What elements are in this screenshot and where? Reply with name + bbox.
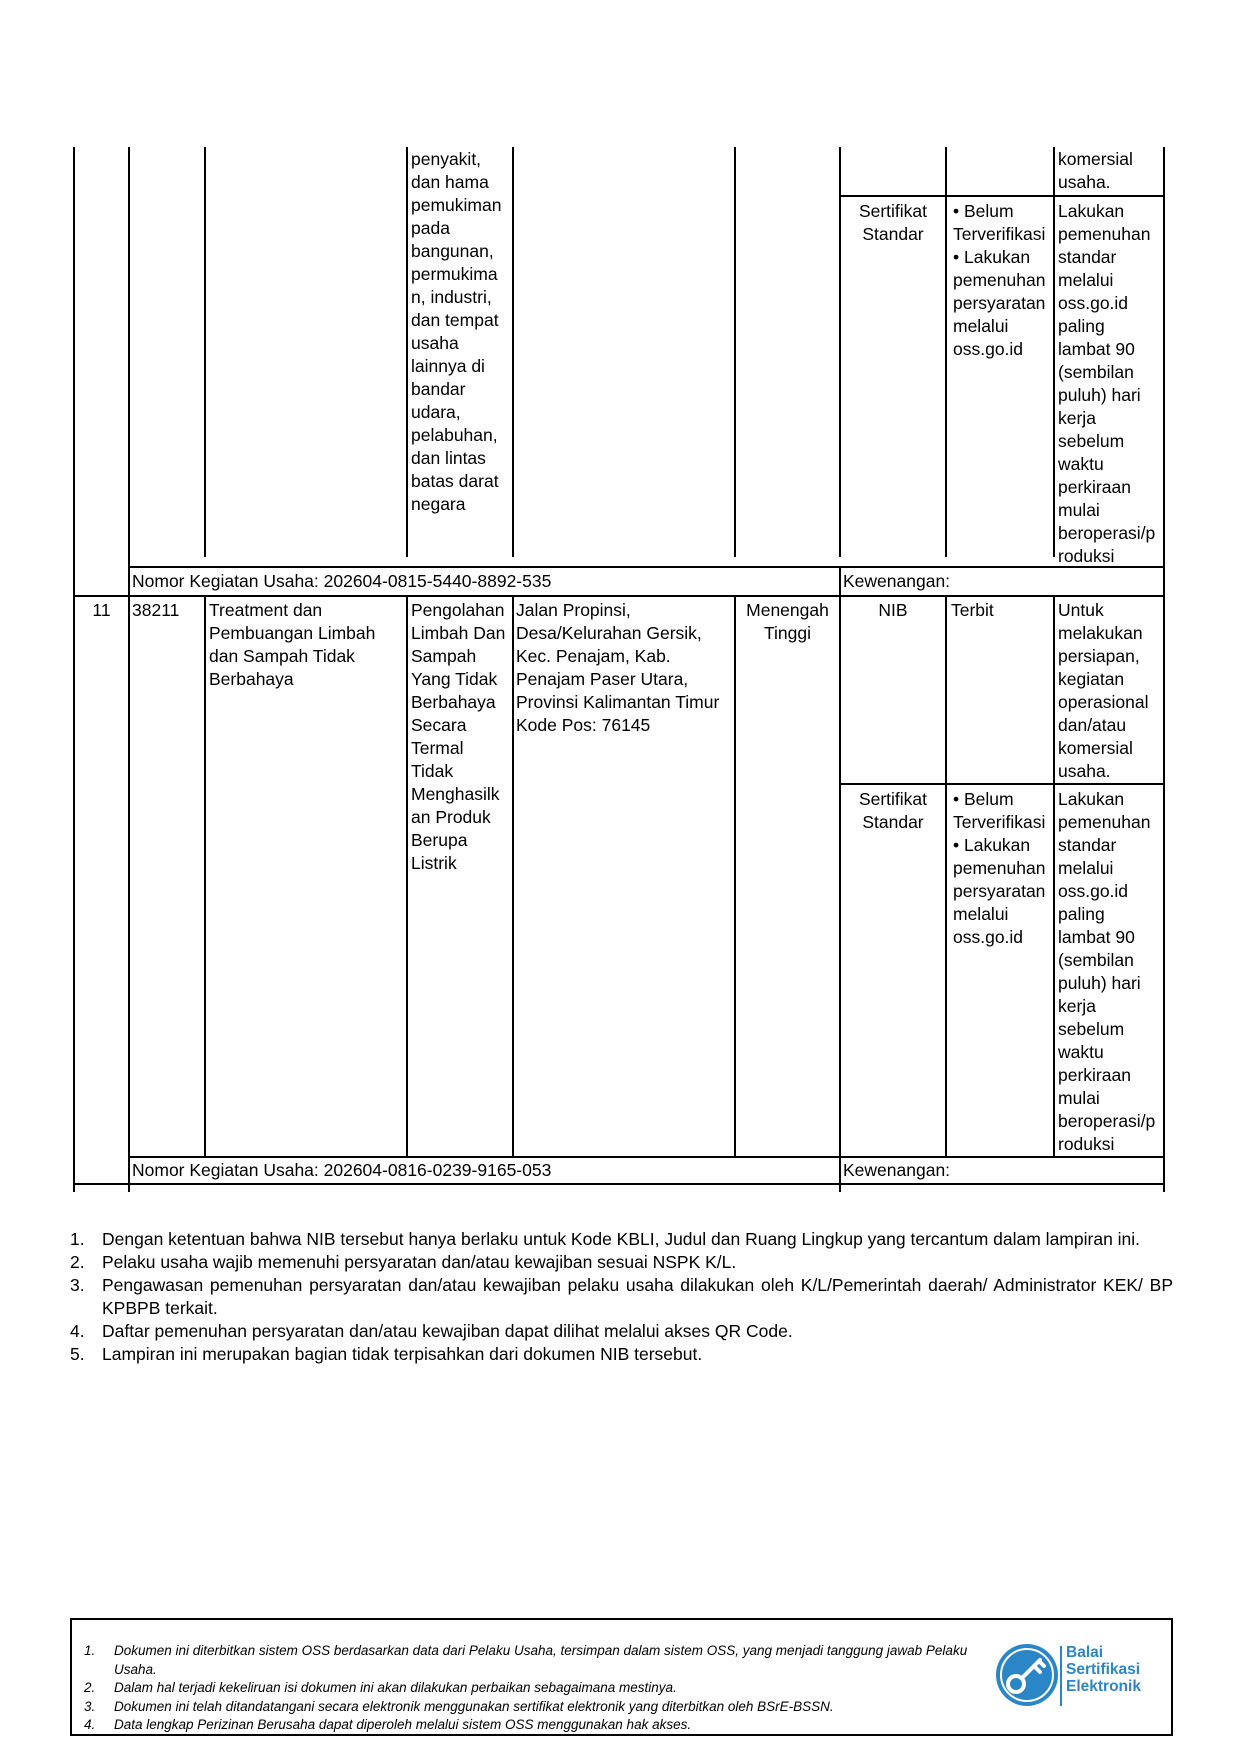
sertifikat-status: • Belum Terverifikasi • Lakukan pemenuhan persyaratan melalui oss.go.id xyxy=(953,789,1046,947)
notes-list xyxy=(70,1228,1173,1366)
note-item: 5. Lampiran ini merupakan bagian tidak terpisahkan dari dokumen NIB tersebut. xyxy=(70,1344,703,1364)
nib-keterangan: Untuk melakukan persiapan, kegiatan operasional dan/atau komersial usaha. xyxy=(1058,600,1149,781)
cont-sertifikat-status: • Belum Terverifikasi • Lakukan pemenuhan persyaratan melalui oss.go.id xyxy=(953,201,1046,359)
footer-item: 4. Data lengkap Perizinan Berusaha dapat diperoleh melalui sistem OSS menggunakan hak akses. xyxy=(84,1717,692,1732)
cont-sertifikat-label: Sertifikat Standar xyxy=(858,201,928,244)
footer-item: 1. Dokumen ini diterbitkan sistem OSS berdasarkan data dari Pelaku Usaha, tersimpan dalam sistem OSS, yang menjadi tanggung jawab Pelaku Usaha. xyxy=(84,1643,968,1677)
note-item: 2. Pelaku usaha wajib memenuhi persyaratan dan/atau kewajiban sesuai NSPK K/L. xyxy=(70,1252,737,1272)
kbli-title: Treatment dan Pembuangan Limbah dan Sampah Tidak Berbahaya xyxy=(209,600,376,689)
footer-item: 3. Dokumen ini telah ditandatangani secara elektronik menggunakan sertifikat elektronik yang diterbitkan oleh BSrE-BSSN. xyxy=(84,1698,834,1714)
bsre-logo xyxy=(994,1640,1159,1712)
cont-nomor-kegiatan: Nomor Kegiatan Usaha: 202604-0815-5440-8892-535 xyxy=(132,571,552,591)
nib-label: NIB xyxy=(878,600,908,620)
cont-ruang-lingkup: penyakit, dan hama pemukiman pada bangunan, permukima n, industri, dan tempat usaha lainnya di bandar udara, pelabuhan, dan lintas batas darat negara xyxy=(411,149,502,514)
cont-sertifikat-keterangan: Lakukan pemenuhan standar melalui oss.go.id paling lambat 90 (sembilan puluh) hari kerja sebelum waktu perkiraan mulai beroperasi/p roduksi xyxy=(1058,201,1156,566)
footer-list xyxy=(72,1642,994,1735)
cont-kewenangan: Kewenangan: xyxy=(843,571,951,591)
note-item: 4. Daftar pemenuhan persyaratan dan/atau kewajiban dapat dilihat melalui akses QR Code. xyxy=(70,1321,793,1341)
logo-text: Balai Sertifikasi Elektronik xyxy=(1066,1644,1141,1695)
lokasi-usaha: Jalan Propinsi, Desa/Kelurahan Gersik, Kec. Penajam, Kab. Penajam Paser Utara, Provinsi Kalimantan Timur Kode Pos: 76145 xyxy=(516,600,720,735)
tingkat-risiko: Menengah Tinggi xyxy=(746,600,829,643)
nomor-kegiatan: Nomor Kegiatan Usaha: 202604-0816-0239-9165-053 xyxy=(132,1160,552,1180)
kbli-code: 38211 xyxy=(132,600,180,620)
cont-nib-keterangan: komersial usaha. xyxy=(1058,149,1133,192)
sertifikat-label: Sertifikat Standar xyxy=(858,789,928,832)
footer-item: 2. Dalam hal terjadi kekeliruan isi dokumen ini akan dilakukan perbaikan sebagaimana mestinya. xyxy=(84,1680,677,1695)
ruang-lingkup: Pengolahan Limbah Dan Sampah Yang Tidak Berbahaya Secara Termal Tidak Menghasilk an Produk Berupa Listrik xyxy=(411,600,506,873)
row-number: 11 xyxy=(92,600,111,620)
sertifikat-keterangan: Lakukan pemenuhan standar melalui oss.go.id paling lambat 90 (sembilan puluh) hari kerja sebelum waktu perkiraan mulai beroperasi/p roduksi xyxy=(1058,789,1156,1154)
note-item: 1. Dengan ketentuan bahwa NIB tersebut hanya berlaku untuk Kode KBLI, Judul dan Ruang Lingkup yang tercantum dalam lampiran ini. xyxy=(70,1229,1141,1249)
nib-status: Terbit xyxy=(951,600,994,620)
kewenangan: Kewenangan: xyxy=(843,1160,951,1180)
key-icon xyxy=(994,1642,1060,1708)
note-item: 3. Pengawasan pemenuhan persyaratan dan/atau kewajiban pelaku usaha dilakukan oleh K/L/Pemerintah daerah/ Administrator KEK/ BP KPBPB terkait. xyxy=(70,1275,1173,1318)
footer-box xyxy=(70,1618,1173,1736)
logo-divider xyxy=(1060,1646,1062,1706)
